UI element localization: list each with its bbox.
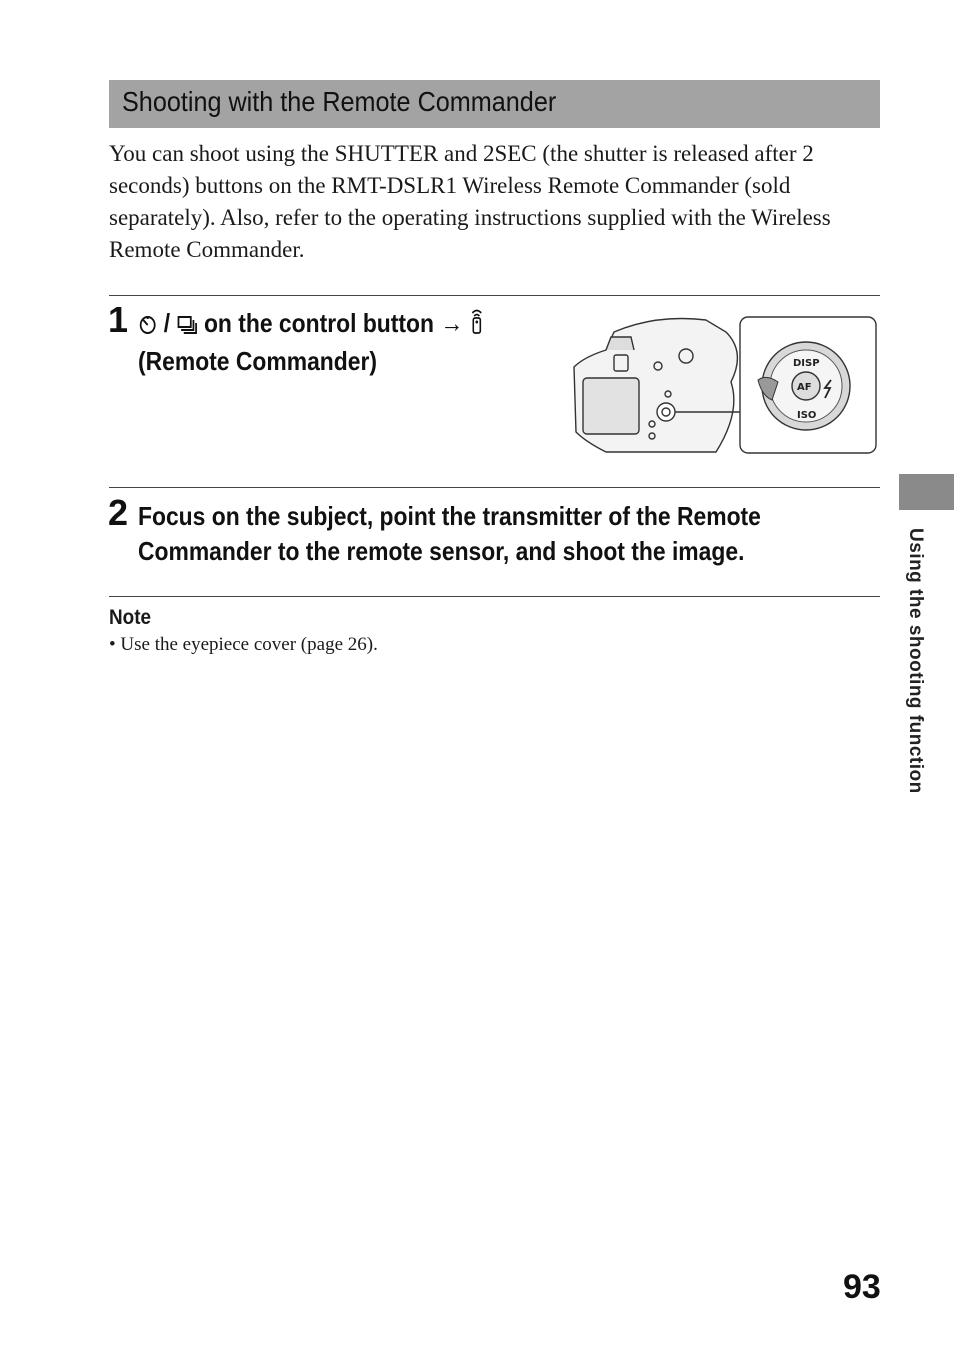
remote-commander-icon bbox=[470, 307, 484, 344]
intro-paragraph: You can shoot using the SHUTTER and 2SEC (the shutter is released after 2 seconds) buttons on the RMT-DSLR1 Wireless Remote Commander (sold separately). Also, refer to the operating instructions supplied with the Wireless Remote Commander. bbox=[109, 141, 831, 262]
side-tab-label: Using the shooting function bbox=[905, 528, 926, 794]
step-1-line2: (Remote Commander) bbox=[138, 346, 378, 376]
arrow-icon: → bbox=[440, 308, 464, 338]
step-2-divider bbox=[109, 487, 880, 488]
section-title: Shooting with the Remote Commander bbox=[122, 86, 557, 117]
step-1-slash: / bbox=[163, 308, 171, 338]
step-2-number: 2 bbox=[108, 492, 129, 533]
note-item-text: Use the eyepiece cover (page 26). bbox=[120, 634, 378, 655]
note-heading: Note bbox=[109, 606, 152, 629]
step-1-instruction bbox=[138, 306, 484, 379]
continuous-shooting-icon bbox=[176, 309, 197, 344]
step-1-text: on the control button bbox=[203, 308, 434, 338]
step-2-line1: Focus on the subject, point the transmitter of the Remote bbox=[138, 501, 761, 531]
page-number: 93 bbox=[843, 1268, 881, 1306]
step-2-line2: Commander to the remote sensor, and shoot the image. bbox=[138, 536, 745, 566]
step-2-instruction bbox=[138, 499, 761, 569]
dial-label-af: AF bbox=[797, 382, 812, 393]
step-1-number: 1 bbox=[108, 299, 129, 340]
bullet: • bbox=[109, 634, 116, 655]
dial-label-disp: DISP bbox=[793, 358, 820, 369]
side-tab-marker bbox=[899, 474, 954, 510]
camera-control-button-illustration bbox=[566, 312, 882, 460]
dial-label-iso: ISO bbox=[797, 410, 817, 421]
self-timer-icon bbox=[138, 309, 157, 344]
note-item bbox=[109, 634, 378, 656]
note-divider bbox=[109, 596, 880, 597]
step-1-divider bbox=[109, 295, 880, 296]
section-header-bar bbox=[109, 80, 880, 128]
